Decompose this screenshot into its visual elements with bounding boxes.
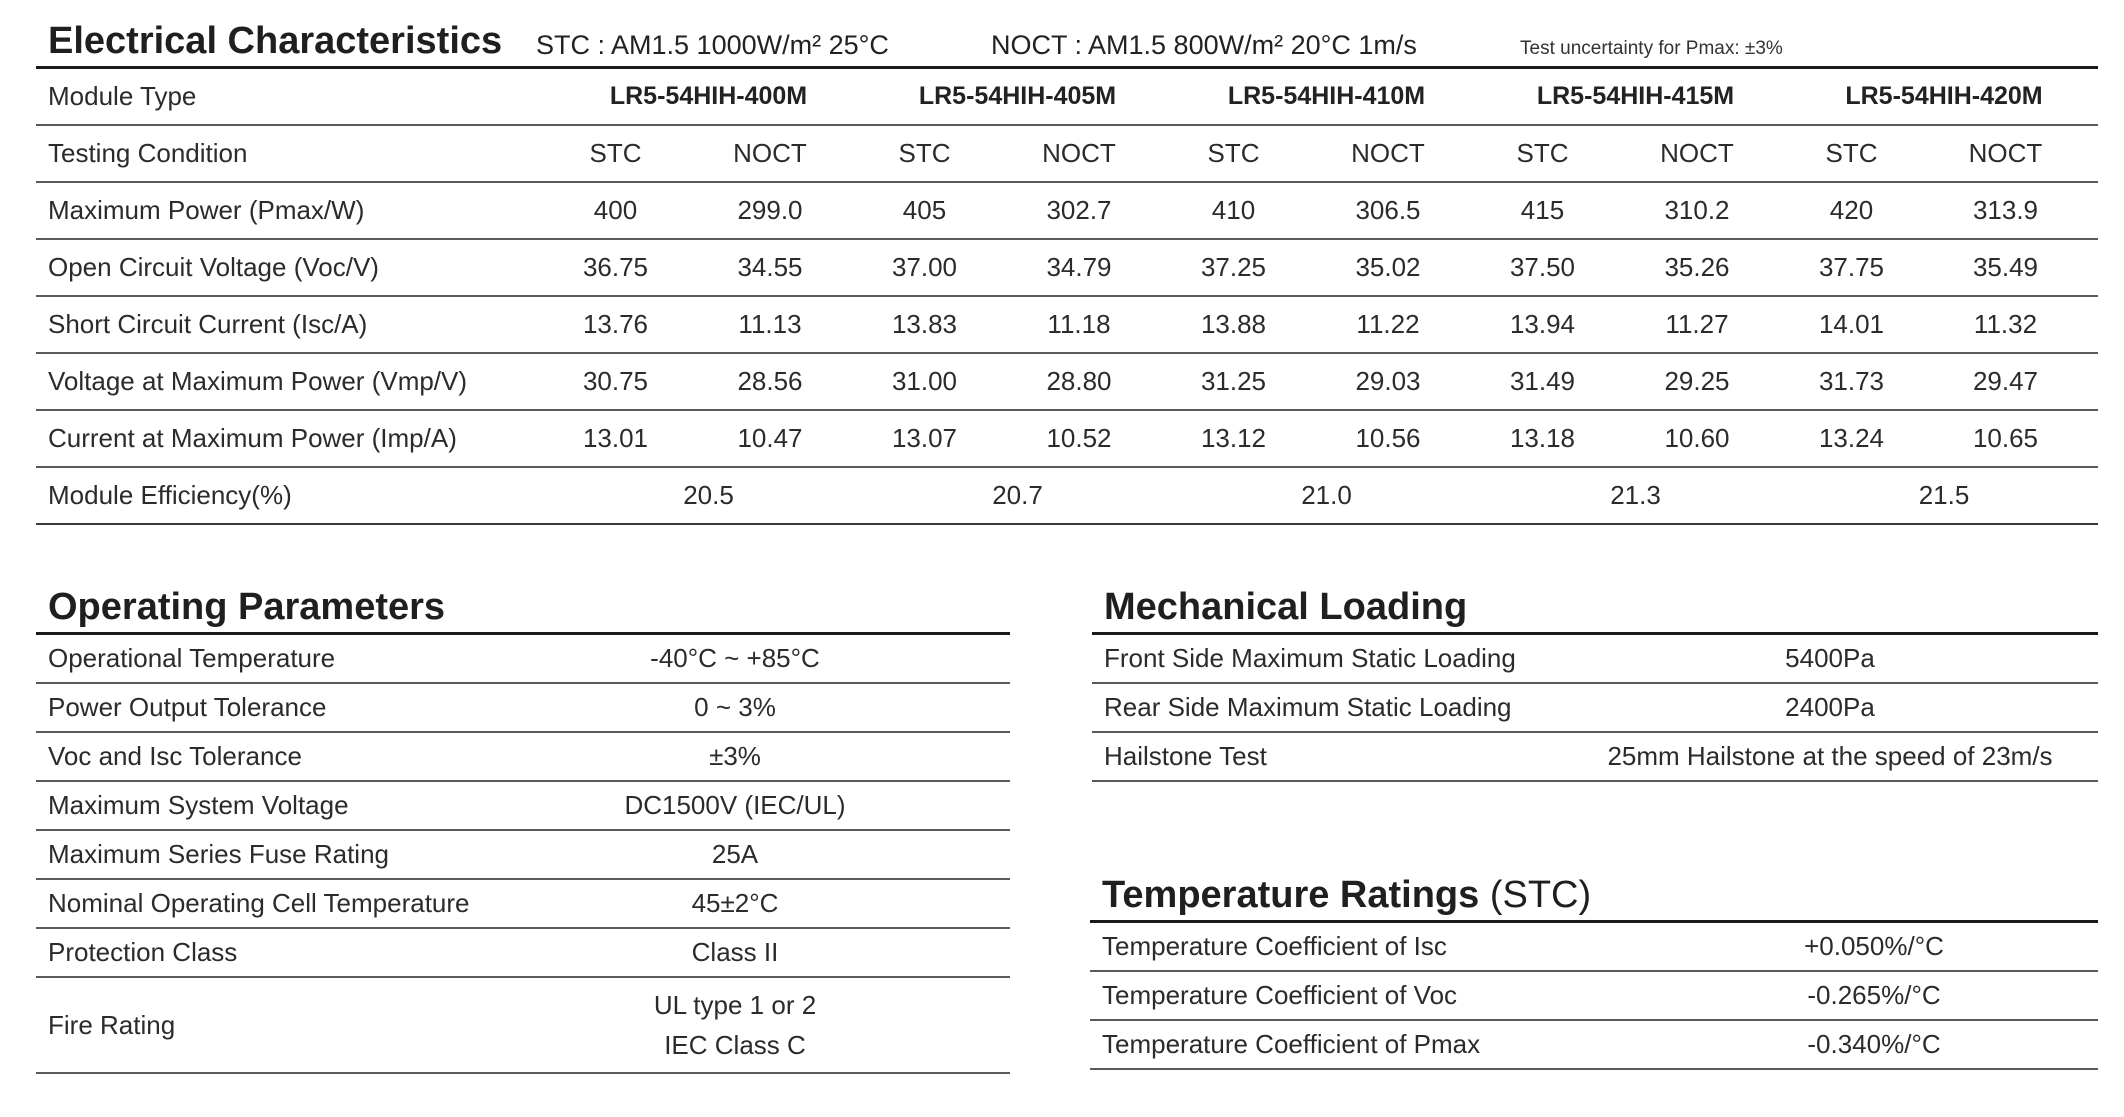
param-value: +0.050%/°C bbox=[1650, 923, 2098, 971]
value-cell: 405 bbox=[863, 182, 986, 239]
value-cell: 306.5 bbox=[1295, 182, 1481, 239]
param-label: Maximum Series Fuse Rating bbox=[36, 830, 460, 879]
noct-label: NOCT bbox=[1604, 125, 1790, 182]
value-cell: 10.60 bbox=[1604, 410, 1790, 467]
temperature-table bbox=[1090, 923, 2098, 1070]
value-cell: 31.00 bbox=[863, 353, 986, 410]
param-value: DC1500V (IEC/UL) bbox=[460, 781, 1010, 830]
electrical-header bbox=[36, 18, 2098, 69]
table-row bbox=[36, 879, 1010, 928]
param-value: ±3% bbox=[460, 732, 1010, 781]
table-row bbox=[1092, 635, 2098, 683]
row-label: Module Type bbox=[36, 69, 554, 125]
value-cell: 29.03 bbox=[1295, 353, 1481, 410]
fire-rating-value bbox=[460, 977, 1010, 1073]
table-row bbox=[1092, 683, 2098, 732]
param-label: Protection Class bbox=[36, 928, 460, 977]
row-label: Voltage at Maximum Power (Vmp/V) bbox=[36, 353, 554, 410]
value-cell: 13.07 bbox=[863, 410, 986, 467]
row-label: Current at Maximum Power (Imp/A) bbox=[36, 410, 554, 467]
noct-label: NOCT bbox=[1295, 125, 1481, 182]
param-value: 45±2°C bbox=[460, 879, 1010, 928]
fire-rating-ul: UL type 1 or 2 bbox=[653, 990, 817, 1020]
model-name: LR5-54HIH-405M bbox=[863, 69, 1172, 125]
efficiency-value: 21.5 bbox=[1790, 467, 2098, 524]
value-cell: 36.75 bbox=[554, 239, 677, 296]
value-cell: 299.0 bbox=[677, 182, 863, 239]
value-cell: 31.73 bbox=[1790, 353, 1913, 410]
row-label: Open Circuit Voltage (Voc/V) bbox=[36, 239, 554, 296]
value-cell: 13.24 bbox=[1790, 410, 1913, 467]
mechanical-title: Mechanical Loading bbox=[1092, 582, 2098, 635]
fire-rating-iec: IEC Class C bbox=[664, 1030, 806, 1060]
param-value: 5400Pa bbox=[1562, 635, 2098, 683]
table-row bbox=[1092, 732, 2098, 781]
value-cell: 37.50 bbox=[1481, 239, 1604, 296]
param-label: Hailstone Test bbox=[1092, 732, 1562, 781]
value-cell: 28.56 bbox=[677, 353, 863, 410]
param-label: Rear Side Maximum Static Loading bbox=[1092, 683, 1562, 732]
value-cell: 11.32 bbox=[1913, 296, 2098, 353]
noct-condition: NOCT : AM1.5 800W/m² 20°C 1m/s bbox=[991, 30, 1417, 60]
value-cell: 10.47 bbox=[677, 410, 863, 467]
open-circuit-voltage-row bbox=[36, 239, 2098, 296]
operating-parameters-section bbox=[36, 582, 1010, 1074]
value-cell: 302.7 bbox=[986, 182, 1172, 239]
param-value: 25A bbox=[460, 830, 1010, 879]
value-cell: 31.49 bbox=[1481, 353, 1604, 410]
param-label: Fire Rating bbox=[36, 977, 460, 1073]
value-cell: 37.25 bbox=[1172, 239, 1295, 296]
table-row bbox=[1090, 1020, 2098, 1069]
row-label: Short Circuit Current (Isc/A) bbox=[36, 296, 554, 353]
model-name: LR5-54HIH-420M bbox=[1790, 69, 2098, 125]
temperature-title bbox=[1090, 870, 2098, 923]
value-cell: 10.52 bbox=[986, 410, 1172, 467]
value-cell: 11.18 bbox=[986, 296, 1172, 353]
value-cell: 35.49 bbox=[1913, 239, 2098, 296]
model-name: LR5-54HIH-415M bbox=[1481, 69, 1790, 125]
stc-label: STC bbox=[1172, 125, 1295, 182]
fire-rating-row bbox=[36, 977, 1010, 1073]
electrical-title: Electrical Characteristics bbox=[48, 20, 503, 62]
temperature-subtitle: (STC) bbox=[1489, 874, 1592, 916]
value-cell: 11.13 bbox=[677, 296, 863, 353]
value-cell: 410 bbox=[1172, 182, 1295, 239]
table-row bbox=[36, 683, 1010, 732]
value-cell: 34.79 bbox=[986, 239, 1172, 296]
value-cell: 13.88 bbox=[1172, 296, 1295, 353]
param-label: Front Side Maximum Static Loading bbox=[1092, 635, 1562, 683]
param-value: 2400Pa bbox=[1562, 683, 2098, 732]
table-row bbox=[36, 781, 1010, 830]
noct-label: NOCT bbox=[986, 125, 1172, 182]
table-row bbox=[36, 635, 1010, 683]
param-value: 25mm Hailstone at the speed of 23m/s bbox=[1562, 732, 2098, 781]
value-cell: 13.12 bbox=[1172, 410, 1295, 467]
stc-label: STC bbox=[1790, 125, 1913, 182]
param-label: Operational Temperature bbox=[36, 635, 460, 683]
value-cell: 420 bbox=[1790, 182, 1913, 239]
value-cell: 313.9 bbox=[1913, 182, 2098, 239]
value-cell: 35.26 bbox=[1604, 239, 1790, 296]
model-name: LR5-54HIH-400M bbox=[554, 69, 863, 125]
table-row bbox=[36, 830, 1010, 879]
param-value: -40°C ~ +85°C bbox=[460, 635, 1010, 683]
param-value: 0 ~ 3% bbox=[460, 683, 1010, 732]
current-max-power-row bbox=[36, 410, 2098, 467]
value-cell: 37.00 bbox=[863, 239, 986, 296]
mechanical-loading-section bbox=[1092, 582, 2098, 782]
value-cell: 10.65 bbox=[1913, 410, 2098, 467]
electrical-characteristics-section bbox=[36, 18, 2098, 525]
value-cell: 13.94 bbox=[1481, 296, 1604, 353]
voltage-max-power-row bbox=[36, 353, 2098, 410]
value-cell: 31.25 bbox=[1172, 353, 1295, 410]
value-cell: 30.75 bbox=[554, 353, 677, 410]
efficiency-value: 21.0 bbox=[1172, 467, 1481, 524]
table-row bbox=[36, 732, 1010, 781]
value-cell: 35.02 bbox=[1295, 239, 1481, 296]
param-label: Temperature Coefficient of Voc bbox=[1090, 971, 1650, 1020]
param-label: Temperature Coefficient of Isc bbox=[1090, 923, 1650, 971]
testing-condition-row bbox=[36, 125, 2098, 182]
row-label: Maximum Power (Pmax/W) bbox=[36, 182, 554, 239]
table-row bbox=[36, 928, 1010, 977]
value-cell: 29.25 bbox=[1604, 353, 1790, 410]
table-row bbox=[1090, 923, 2098, 971]
module-type-row bbox=[36, 69, 2098, 125]
stc-label: STC bbox=[1481, 125, 1604, 182]
value-cell: 11.22 bbox=[1295, 296, 1481, 353]
efficiency-value: 20.7 bbox=[863, 467, 1172, 524]
param-value: Class II bbox=[460, 928, 1010, 977]
value-cell: 13.76 bbox=[554, 296, 677, 353]
mechanical-table bbox=[1092, 635, 2098, 782]
value-cell: 28.80 bbox=[986, 353, 1172, 410]
value-cell: 34.55 bbox=[677, 239, 863, 296]
stc-label: STC bbox=[863, 125, 986, 182]
operating-table bbox=[36, 635, 1010, 1074]
noct-label: NOCT bbox=[1913, 125, 2098, 182]
uncertainty-note: Test uncertainty for Pmax: ±3% bbox=[1520, 38, 1783, 59]
param-label: Power Output Tolerance bbox=[36, 683, 460, 732]
temperature-title-text: Temperature Ratings bbox=[1102, 874, 1480, 916]
param-label: Maximum System Voltage bbox=[36, 781, 460, 830]
param-label: Voc and Isc Tolerance bbox=[36, 732, 460, 781]
efficiency-value: 20.5 bbox=[554, 467, 863, 524]
operating-title: Operating Parameters bbox=[36, 582, 1010, 635]
short-circuit-current-row bbox=[36, 296, 2098, 353]
value-cell: 13.83 bbox=[863, 296, 986, 353]
table-row bbox=[1090, 971, 2098, 1020]
value-cell: 13.18 bbox=[1481, 410, 1604, 467]
model-name: LR5-54HIH-410M bbox=[1172, 69, 1481, 125]
value-cell: 14.01 bbox=[1790, 296, 1913, 353]
param-value: -0.265%/°C bbox=[1650, 971, 2098, 1020]
row-label: Module Efficiency(%) bbox=[36, 467, 554, 524]
stc-label: STC bbox=[554, 125, 677, 182]
param-label: Nominal Operating Cell Temperature bbox=[36, 879, 460, 928]
value-cell: 10.56 bbox=[1295, 410, 1481, 467]
value-cell: 400 bbox=[554, 182, 677, 239]
stc-condition: STC : AM1.5 1000W/m² 25°C bbox=[536, 30, 889, 60]
temperature-ratings-section bbox=[1090, 870, 2098, 1070]
param-label: Temperature Coefficient of Pmax bbox=[1090, 1020, 1650, 1069]
value-cell: 29.47 bbox=[1913, 353, 2098, 410]
value-cell: 13.01 bbox=[554, 410, 677, 467]
electrical-table bbox=[36, 69, 2098, 525]
param-value: -0.340%/°C bbox=[1650, 1020, 2098, 1069]
noct-label: NOCT bbox=[677, 125, 863, 182]
efficiency-value: 21.3 bbox=[1481, 467, 1790, 524]
max-power-row bbox=[36, 182, 2098, 239]
row-label: Testing Condition bbox=[36, 125, 554, 182]
module-efficiency-row bbox=[36, 467, 2098, 524]
value-cell: 37.75 bbox=[1790, 239, 1913, 296]
value-cell: 415 bbox=[1481, 182, 1604, 239]
value-cell: 11.27 bbox=[1604, 296, 1790, 353]
value-cell: 310.2 bbox=[1604, 182, 1790, 239]
